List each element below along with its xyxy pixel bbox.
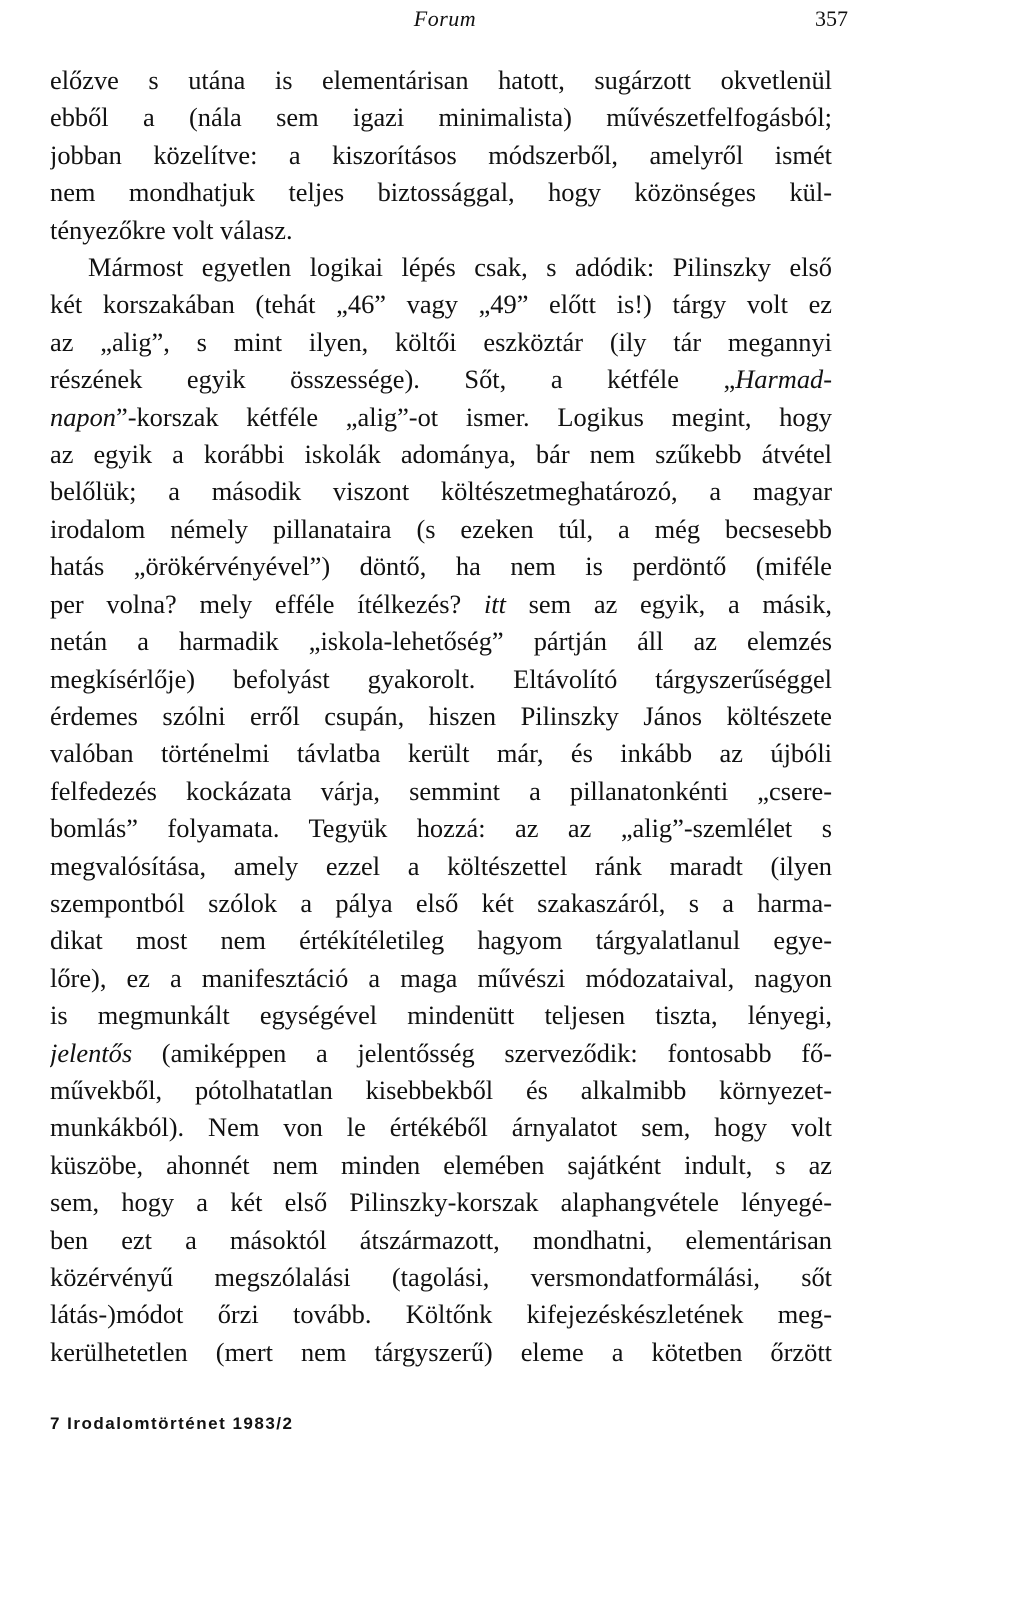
italic-fragment: Harmad- [735,364,832,395]
running-head [50,6,848,34]
text-line: napon”-korszak kétféle „alig”-ot ismer. Logikus megint, hogy [50,401,832,432]
text-line: belőlük; a második viszont költészetmeghatározó, a magyar [50,476,832,507]
text-line: valóban történelmi távlatba került már, és inkább az újbóli [50,738,832,769]
text-line: szempontból szólok a pálya első két szakaszáról, s a harma- [50,887,832,918]
text-line: az egyik a korábbi iskolák adománya, bár nem szűkebb átvétel [50,439,832,470]
text-line: látás-)módot őrzi tovább. Költőnk kifejezéskészletének meg- [50,1299,832,1330]
text-line: előzve s utána is elementárisan hatott, sugárzott okvetlenül [50,65,832,95]
text-line: netán a harmadik „iskola-lehetőség” pártján áll az elemzés [50,626,832,657]
text-line: érdemes szólni erről csupán, hiszen Pilinszky János költészete [50,700,832,731]
text-line: hatás „örökérvényével”) döntő, ha nem is perdöntő (miféle [50,551,832,582]
text-line: közérvényű megszólalási (tagolási, versmondatformálási, sőt [50,1262,832,1292]
body-text [50,62,832,1371]
text-line: kerülhetetlen (mert nem tárgyszerű) eleme a kötetben őrzött [50,1336,832,1367]
text-line: ebből a (nála sem igazi minimalista) művészetfelfogásból; [50,102,832,133]
page-number: 357 [815,6,848,31]
text-line: irodalom némely pillanataira (s ezeken túl, a még becsesebb [50,513,832,544]
text-line: az „alig”, s mint ilyen, költői eszköztár (ily tár megannyi [50,326,832,357]
text-line: részének egyik összessége). Sőt, a kétféle „Harmad- [50,364,832,395]
text-line: is megmunkált egységével mindenütt teljesen tiszta, lényegi, [50,1000,832,1031]
italic-fragment: jelentős [50,1037,133,1068]
text-line: jobban közelítve: a kiszorításos módszerből, amelyről ismét [50,139,832,170]
text-line: Mármost egyetlen logikai lépés csak, s adódik: Pilinszky első [88,252,832,283]
text-line: két korszakában (tehát „46” vagy „49” előtt is!) tárgy volt ez [50,289,832,320]
text-line: tényezőkre volt válasz. [50,214,293,245]
text-line: bomlás” folyamata. Tegyük hozzá: az az „alig”-szemlélet s [50,813,832,844]
italic-fragment: itt [483,588,506,619]
printer-signature: 7 Irodalomtörténet 1983/2 [50,1414,294,1433]
text-line: művekből, pótolhatatlan kisebbekből és alkalmibb környezet- [50,1074,832,1105]
text-line: jelentős (amiképpen a jelentősség szerveződik: fontosabb fő- [50,1037,832,1068]
text-line: ben ezt a másoktól átszármazott, mondhatni, elementárisan [50,1224,832,1255]
text-line: felfedezés kockázata várja, semmint a pillanatonkénti „csere- [50,775,832,806]
italic-fragment: napon [50,401,116,432]
text-line: megkísérlője) befolyást gyakorolt. Eltávolító tárgyszerűséggel [50,663,832,694]
text-line: dikat most nem értékítéletileg hagyom tárgyalatlanul egye- [50,925,832,956]
text-line: nem mondhatjuk teljes biztossággal, hogy közönséges kül- [50,177,832,208]
text-line: munkákból). Nem von le értékéből árnyalatot sem, hogy volt [50,1112,832,1143]
text-line: küszöbe, ahonnét nem minden elemében sajátként indult, s az [50,1149,832,1180]
text-line: lőre), ez a manifesztáció a maga művészi módozataival, nagyon [50,962,832,993]
journal-title: Forum [413,6,477,31]
text-line: per volna? mely efféle ítélkezés? itt sem az egyik, a másik, [50,588,832,619]
text-line: megvalósítása, amely ezzel a költészettel ránk maradt (ilyen [50,850,832,881]
text-line: sem, hogy a két első Pilinszky-korszak alaphangvétele lényegé- [50,1187,832,1218]
